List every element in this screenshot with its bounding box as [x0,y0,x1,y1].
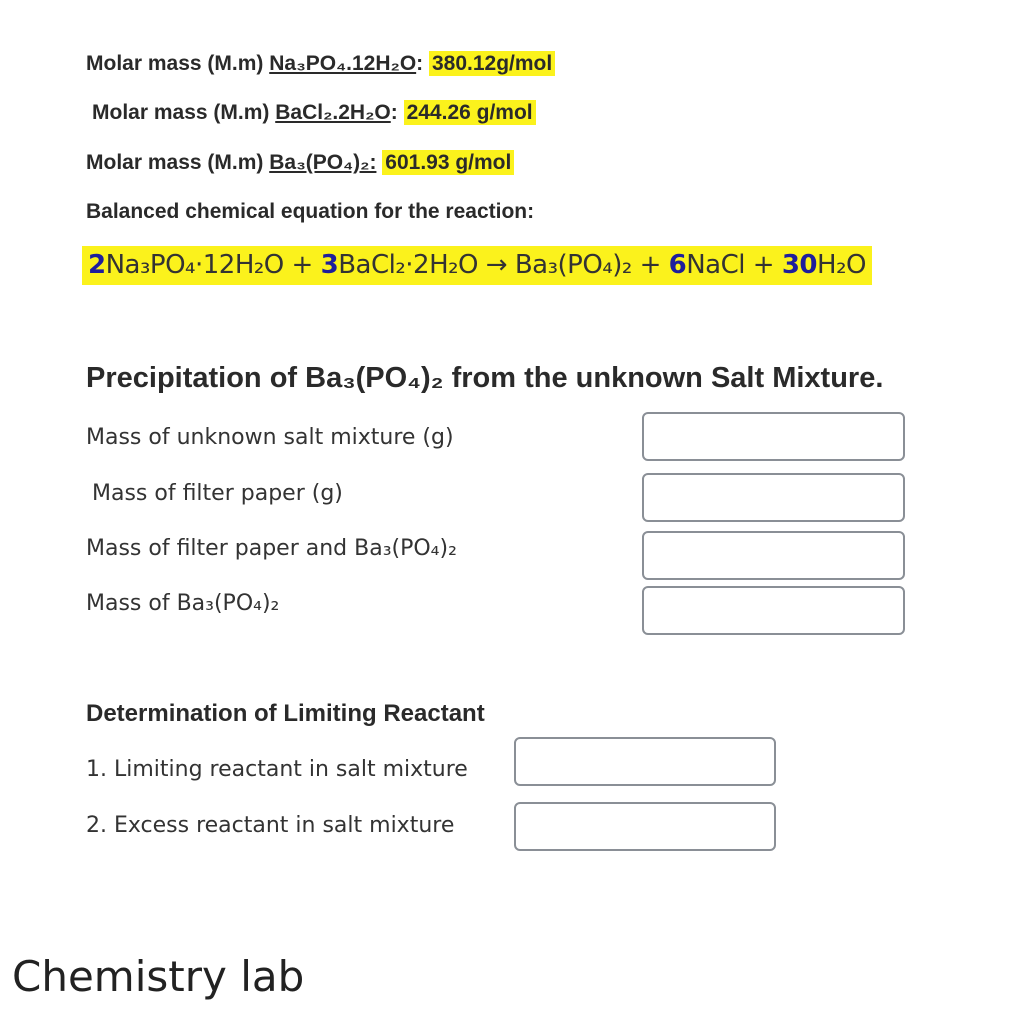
balanced-equation [82,246,872,285]
formula: Na₃PO₄.12H₂O [269,52,417,75]
row-label-unknown-salt-mass: Mass of unknown salt mixture (g) [86,425,454,450]
limiting-reactant-input[interactable] [514,737,776,786]
separator: : [416,52,429,75]
molar-mass-value: 244.26 g/mol [404,100,536,125]
precipitate-mass-input[interactable] [642,586,905,635]
row-label-excess-reactant: 2. Excess reactant in salt mixture [86,813,455,838]
coefficient: 6 [668,250,687,280]
limiting-reactant-title: Determination of Limiting Reactant [86,700,485,727]
row-label-filter-paper-and-precipitate: Mass of filter paper and Ba₃(PO₄)₂ [86,536,457,561]
molar-mass-value: 380.12g/mol [429,51,555,76]
row-label-filter-paper-mass: Mass of filter paper (g) [92,481,343,506]
molar-mass-label: Molar mass (M.m) [86,52,270,75]
coefficient: 30 [781,250,818,280]
coefficient: 2 [88,250,106,280]
equation-label: Balanced chemical equation for the reaction: [86,200,535,223]
molar-mass-line-3 [86,151,514,175]
unknown-salt-mass-input[interactable] [642,412,905,461]
molar-mass-value: 601.93 g/mol [382,150,514,175]
product: Ba₃(PO₄)₂ [514,250,632,280]
row-label-limiting-reactant: 1. Limiting reactant in salt mixture [86,757,468,782]
plus-sign: + [283,250,321,280]
formula: Ba₃(PO₄)₂: [269,151,377,174]
formula: BaCl₂.2H₂O [275,101,391,124]
molar-mass-line-1 [86,52,555,76]
precipitation-title: Precipitation of Ba₃(PO₄)₂ from the unknown Salt Mixture. [86,362,884,394]
product: H₂O [817,250,866,280]
molar-mass-label: Molar mass (M.m) [92,101,276,124]
plus-sign: + [745,250,782,280]
molar-mass-line-2 [92,101,536,125]
reaction-arrow: → [478,250,515,280]
footer-caption: Chemistry lab [12,952,305,1001]
product: NaCl [686,250,745,280]
row-label-precipitate-mass: Mass of Ba₃(PO₄)₂ [86,591,280,616]
excess-reactant-input[interactable] [514,802,776,851]
molar-mass-label: Molar mass (M.m) [86,151,270,174]
separator: : [390,101,404,124]
filter-paper-mass-input[interactable] [642,473,905,522]
plus-sign: + [631,250,669,280]
coefficient: 3 [320,250,339,280]
reactant: BaCl₂·2H₂O [338,250,479,280]
filter-paper-and-precipitate-input[interactable] [642,531,905,580]
reactant: Na₃PO₄·12H₂O [105,250,284,280]
